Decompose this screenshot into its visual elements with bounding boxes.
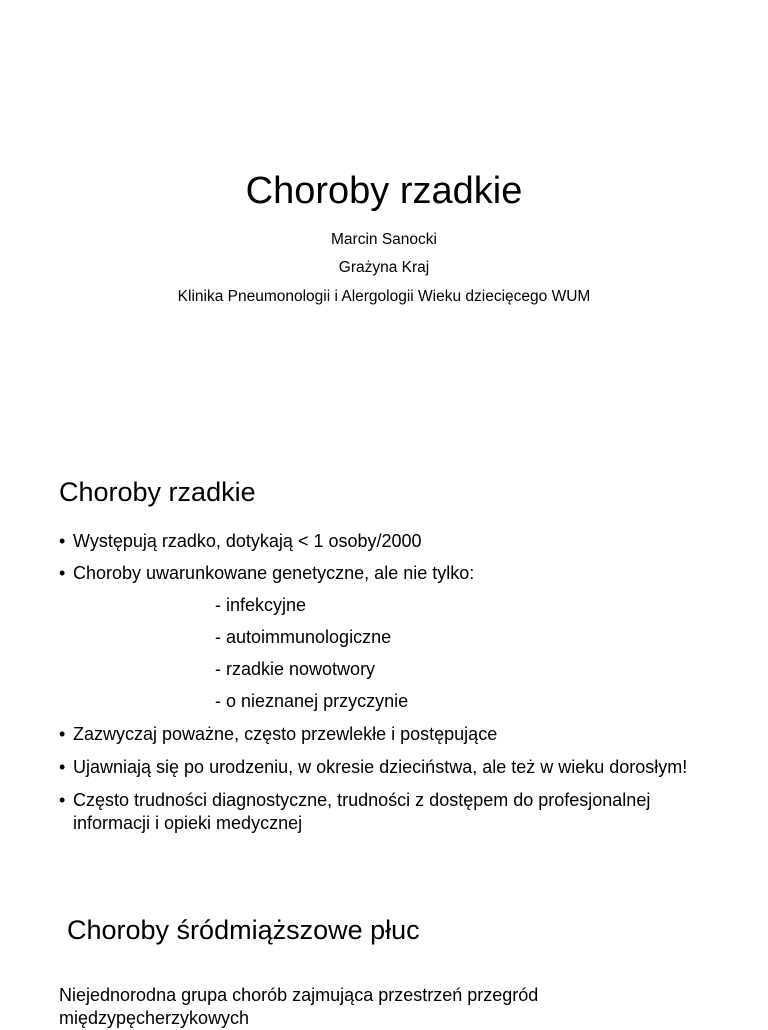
sub-list-item: - rzadkie nowotwory — [215, 659, 376, 679]
sub-list-item: - autoimmunologiczne — [215, 627, 392, 647]
content-slide-interstitial-lung-diseases — [0, 864, 768, 1028]
title-slide — [0, 0, 768, 432]
sub-list-item: - infekcyjne — [215, 595, 307, 615]
author-name: Marcin Sanocki — [331, 231, 437, 248]
bullet-item: • Choroby uwarunkowane genetyczne, ale nie tylko: — [59, 562, 719, 585]
bullet-item: • Występują rzadko, dotykają < 1 osoby/2000 — [59, 530, 719, 553]
content-slide-rare-diseases — [0, 432, 768, 864]
affiliation: Klinika Pneumonologii i Alergologii Wieku dziecięcego WUM — [177, 288, 591, 305]
slide-heading: Choroby śródmiąższowe płuc — [67, 915, 420, 945]
bullet-item: • Często trudności diagnostyczne, trudności z dostępem do profesjonalnej informacji i opieki medycznej — [59, 789, 719, 835]
bullet-item: • Ujawniają się po urodzeniu, w okresie dzieciństwa, ale też w wieku dorosłym! — [59, 756, 719, 779]
presentation-title: Choroby rzadkie — [245, 170, 523, 212]
body-text: Niejednorodna grupa chorób zajmująca przestrzeń przegród międzypęcherzykowych — [59, 985, 539, 1028]
sub-list-item: - o nieznanej przyczynie — [215, 691, 409, 711]
bullet-list — [59, 530, 719, 835]
slide-heading: Choroby rzadkie — [59, 477, 256, 507]
bullet-item: • Zazwyczaj poważne, często przewlekłe i postępujące — [59, 723, 719, 746]
author-name: Grażyna Kraj — [338, 259, 430, 276]
